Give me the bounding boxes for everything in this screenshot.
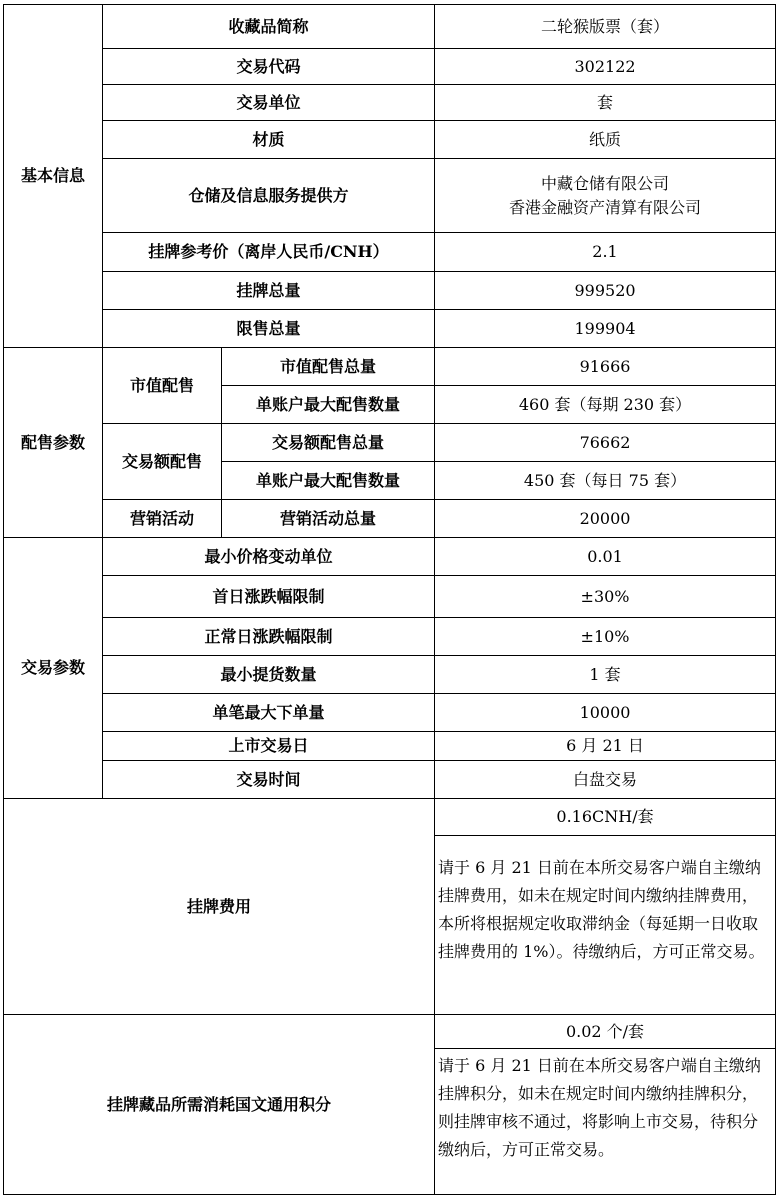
row-value: 套 — [435, 85, 776, 121]
section-trading: 交易参数 — [4, 538, 103, 799]
table-row — [4, 732, 776, 761]
row-value: 10000 — [435, 694, 776, 732]
table-row — [4, 159, 776, 233]
row-label: 首日涨跌幅限制 — [103, 576, 435, 618]
group-marketing: 营销活动 — [103, 500, 222, 538]
group-volume-allotment: 交易额配售 — [103, 424, 222, 500]
table-row — [4, 694, 776, 732]
group-market-allotment: 市值配售 — [103, 348, 222, 424]
row-value: 999520 — [435, 272, 776, 310]
row-value: 76662 — [435, 424, 776, 462]
points-fee-note: 请于 6 月 21 日前在本所交易客户端自主缴纳挂牌积分，如未在规定时间内缴纳挂牌积分，则挂牌审核不通过，将影响上市交易，待积分缴纳后，方可正常交易。 — [435, 1049, 776, 1195]
row-value: ±30% — [435, 576, 776, 618]
listing-fee-note: 请于 6 月 21 日前在本所交易客户端自主缴纳挂牌费用，如未在规定时间内缴纳挂牌费用，本所将根据规定收取滞纳金（每延期一日收取挂牌费用的 1%）。待缴纳后，方可正常交易。 — [435, 836, 776, 1015]
row-label: 仓储及信息服务提供方 — [103, 159, 435, 233]
row-label: 交易代码 — [103, 49, 435, 85]
row-label: 市值配售总量 — [222, 348, 435, 386]
table-row — [4, 500, 776, 538]
row-value — [435, 159, 776, 233]
table-row — [4, 5, 776, 49]
row-label: 收藏品简称 — [103, 5, 435, 49]
row-value: 450 套（每日 75 套） — [435, 462, 776, 500]
row-value: 6 月 21 日 — [435, 732, 776, 761]
table-row — [4, 233, 776, 272]
table-row — [4, 49, 776, 85]
row-value: 199904 — [435, 310, 776, 348]
provider-line: 香港金融资产清算有限公司 — [509, 197, 702, 217]
row-label: 最小价格变动单位 — [103, 538, 435, 576]
table-row — [4, 538, 776, 576]
row-label: 挂牌参考价（离岸人民币/CNH） — [103, 233, 435, 272]
table-row — [4, 799, 776, 836]
row-value: 20000 — [435, 500, 776, 538]
section-basic-info: 基本信息 — [4, 5, 103, 348]
points-fee-value: 0.02 个/套 — [435, 1015, 776, 1049]
table-row — [4, 1015, 776, 1049]
row-value: 302122 — [435, 49, 776, 85]
row-label: 营销活动总量 — [222, 500, 435, 538]
row-label: 单账户最大配售数量 — [222, 462, 435, 500]
table-row — [4, 348, 776, 386]
row-label: 最小提货数量 — [103, 656, 435, 694]
table-row — [4, 310, 776, 348]
row-label: 挂牌总量 — [103, 272, 435, 310]
table-row — [4, 761, 776, 799]
listing-fee-value: 0.16CNH/套 — [435, 799, 776, 836]
table-row — [4, 656, 776, 694]
table-row — [4, 576, 776, 618]
row-label: 限售总量 — [103, 310, 435, 348]
row-value: ±10% — [435, 618, 776, 656]
listing-fee-label: 挂牌费用 — [4, 799, 435, 1015]
table-row — [4, 272, 776, 310]
row-value: 2.1 — [435, 233, 776, 272]
row-label: 单账户最大配售数量 — [222, 386, 435, 424]
row-value: 1 套 — [435, 656, 776, 694]
table-row — [4, 85, 776, 121]
row-value: 91666 — [435, 348, 776, 386]
row-label: 交易时间 — [103, 761, 435, 799]
row-label: 单笔最大下单量 — [103, 694, 435, 732]
table-row — [4, 424, 776, 462]
row-label: 上市交易日 — [103, 732, 435, 761]
row-label: 正常日涨跌幅限制 — [103, 618, 435, 656]
section-allotment: 配售参数 — [4, 348, 103, 538]
row-value: 460 套（每期 230 套） — [435, 386, 776, 424]
points-fee-label: 挂牌藏品所需消耗国文通用积分 — [4, 1015, 435, 1195]
row-value: 0.01 — [435, 538, 776, 576]
row-label: 材质 — [103, 121, 435, 159]
table-row — [4, 121, 776, 159]
row-value: 白盘交易 — [435, 761, 776, 799]
row-value: 纸质 — [435, 121, 776, 159]
row-label: 交易单位 — [103, 85, 435, 121]
provider-line: 中藏仓储有限公司 — [541, 173, 670, 193]
row-value: 二轮猴版票（套） — [435, 5, 776, 49]
row-label: 交易额配售总量 — [222, 424, 435, 462]
table-row — [4, 618, 776, 656]
collectible-parameters-table — [3, 4, 776, 1195]
